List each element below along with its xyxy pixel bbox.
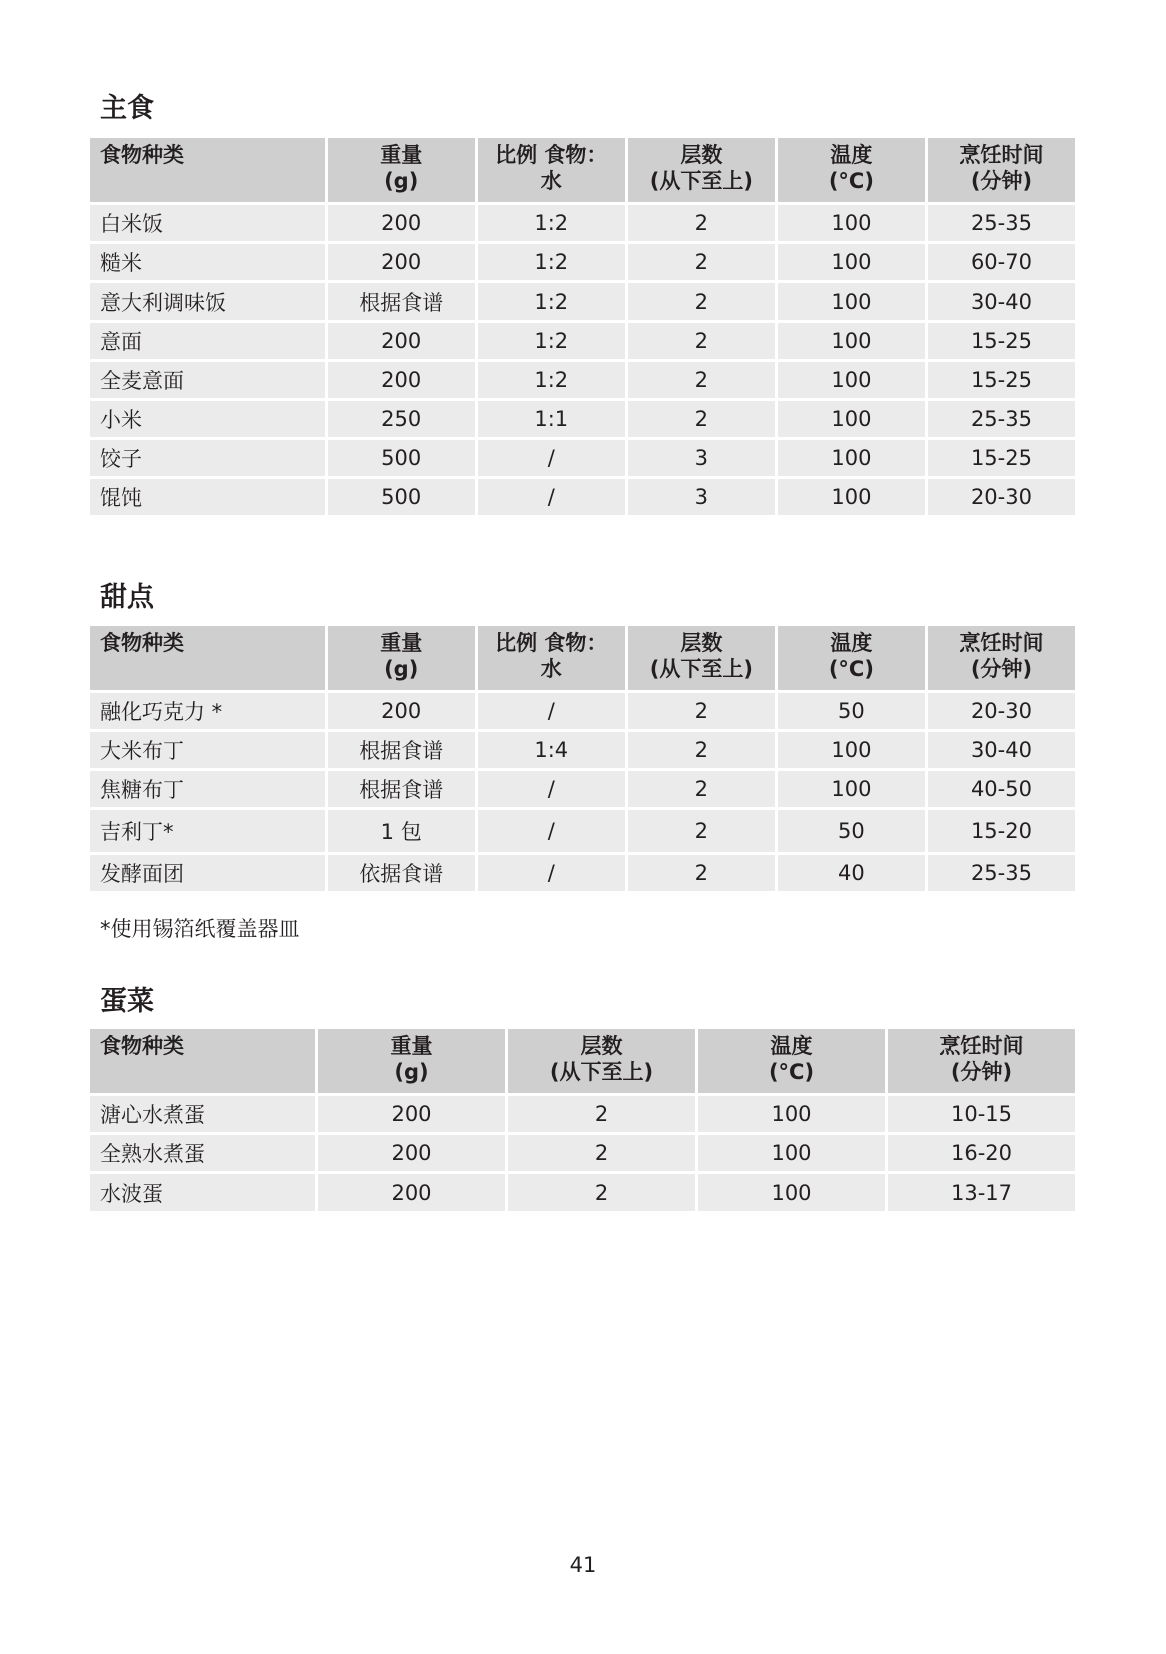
header-level: 层数 (从下至上) — [628, 626, 775, 690]
header-weight: 重量 (g) — [328, 138, 475, 202]
cell-food: 全麦意面 — [90, 362, 325, 398]
cell-weight: 250 — [328, 401, 475, 437]
table-dessert — [87, 623, 1078, 894]
cell-food: 融化巧克力 * — [90, 693, 325, 729]
cell-weight: 依据食谱 — [328, 855, 475, 891]
cell-level: 2 — [628, 855, 775, 891]
cell-level: 2 — [628, 732, 775, 768]
table-row — [90, 205, 1075, 241]
cell-ratio: / — [478, 855, 625, 891]
cell-food: 糙米 — [90, 244, 325, 280]
cell-temperature: 100 — [698, 1174, 885, 1211]
cell-temperature: 100 — [698, 1096, 885, 1132]
cell-level: 2 — [508, 1174, 695, 1211]
header-weight: 重量 (g) — [318, 1029, 505, 1093]
cell-ratio: 1:2 — [478, 323, 625, 359]
cell-level: 2 — [628, 693, 775, 729]
header-weight: 重量 (g) — [328, 626, 475, 690]
table-row — [90, 440, 1075, 476]
table-row — [90, 479, 1075, 515]
cell-time: 30-40 — [928, 732, 1075, 768]
header-level: 层数 (从下至上) — [508, 1029, 695, 1093]
table-row — [90, 283, 1075, 320]
cell-time: 60-70 — [928, 244, 1075, 280]
cell-food: 水波蛋 — [90, 1174, 315, 1211]
cell-temperature: 100 — [778, 401, 925, 437]
page-number: 41 — [569, 1553, 597, 1577]
cell-temperature: 100 — [778, 440, 925, 476]
cell-time: 15-20 — [928, 810, 1075, 852]
cell-weight: 根据食谱 — [328, 283, 475, 320]
section-title-dessert: 甜点 — [100, 582, 154, 613]
table-row — [90, 771, 1075, 807]
cell-weight: 200 — [328, 205, 475, 241]
header-food-type: 食物种类 — [90, 138, 325, 202]
footnote: *使用锡箔纸覆盖器皿 — [100, 917, 300, 941]
header-temperature: 温度 (°C) — [778, 626, 925, 690]
header-food-type: 食物种类 — [90, 1029, 315, 1093]
cell-food: 饺子 — [90, 440, 325, 476]
cell-food: 溏心水煮蛋 — [90, 1096, 315, 1132]
cell-weight: 200 — [328, 693, 475, 729]
cell-time: 15-25 — [928, 323, 1075, 359]
cell-temperature: 40 — [778, 855, 925, 891]
table-row — [90, 693, 1075, 729]
cell-food: 馄饨 — [90, 479, 325, 515]
cell-weight: 200 — [318, 1096, 505, 1132]
header-cooking-time: 烹饪时间 (分钟) — [928, 138, 1075, 202]
cell-temperature: 100 — [698, 1135, 885, 1171]
table-row — [90, 1096, 1075, 1132]
cell-level: 3 — [628, 479, 775, 515]
table-row — [90, 323, 1075, 359]
table-row — [90, 401, 1075, 437]
cell-level: 2 — [628, 810, 775, 852]
table-header-row — [90, 138, 1075, 202]
table-row — [90, 1135, 1075, 1171]
cell-level: 2 — [628, 323, 775, 359]
cell-time: 40-50 — [928, 771, 1075, 807]
cell-time: 25-35 — [928, 205, 1075, 241]
cell-food: 大米布丁 — [90, 732, 325, 768]
cell-ratio: / — [478, 440, 625, 476]
table-header-row — [90, 1029, 1075, 1093]
cell-temperature: 50 — [778, 810, 925, 852]
header-cooking-time: 烹饪时间 (分钟) — [888, 1029, 1075, 1093]
cell-ratio: 1:1 — [478, 401, 625, 437]
cell-weight: 根据食谱 — [328, 771, 475, 807]
table-row — [90, 732, 1075, 768]
cell-food: 白米饭 — [90, 205, 325, 241]
cell-time: 30-40 — [928, 283, 1075, 320]
cell-food: 焦糖布丁 — [90, 771, 325, 807]
cell-weight: 根据食谱 — [328, 732, 475, 768]
section-title-staple: 主食 — [100, 93, 154, 124]
cell-weight: 200 — [328, 323, 475, 359]
cell-temperature: 50 — [778, 693, 925, 729]
cell-weight: 200 — [318, 1174, 505, 1211]
cell-level: 2 — [628, 205, 775, 241]
cell-weight: 500 — [328, 479, 475, 515]
header-temperature: 温度 (°C) — [698, 1029, 885, 1093]
cell-temperature: 100 — [778, 362, 925, 398]
header-ratio: 比例 食物： 水 — [478, 626, 625, 690]
cell-temperature: 100 — [778, 205, 925, 241]
cell-level: 2 — [628, 771, 775, 807]
cell-ratio: / — [478, 479, 625, 515]
header-level: 层数 (从下至上) — [628, 138, 775, 202]
cell-ratio: / — [478, 771, 625, 807]
cell-weight: 500 — [328, 440, 475, 476]
cell-temperature: 100 — [778, 244, 925, 280]
cell-food: 意面 — [90, 323, 325, 359]
cell-time: 15-25 — [928, 440, 1075, 476]
cell-weight: 200 — [328, 244, 475, 280]
cell-temperature: 100 — [778, 732, 925, 768]
table-row — [90, 810, 1075, 852]
cell-weight: 200 — [328, 362, 475, 398]
cell-level: 2 — [628, 244, 775, 280]
cell-temperature: 100 — [778, 771, 925, 807]
cell-ratio: 1:4 — [478, 732, 625, 768]
cell-temperature: 100 — [778, 479, 925, 515]
cell-level: 2 — [508, 1096, 695, 1132]
header-ratio: 比例 食物： 水 — [478, 138, 625, 202]
cell-ratio: / — [478, 810, 625, 852]
table-eggs — [87, 1026, 1078, 1214]
table-row — [90, 1174, 1075, 1211]
cell-food: 发酵面团 — [90, 855, 325, 891]
cell-weight: 1 包 — [328, 810, 475, 852]
cell-ratio: 1:2 — [478, 244, 625, 280]
cell-time: 20-30 — [928, 693, 1075, 729]
cell-ratio: / — [478, 693, 625, 729]
cell-level: 2 — [508, 1135, 695, 1171]
header-food-type: 食物种类 — [90, 626, 325, 690]
cell-food: 意大利调味饭 — [90, 283, 325, 320]
cell-level: 2 — [628, 362, 775, 398]
header-temperature: 温度 (°C) — [778, 138, 925, 202]
cell-time: 25-35 — [928, 401, 1075, 437]
cell-level: 2 — [628, 401, 775, 437]
cell-food: 小米 — [90, 401, 325, 437]
table-row — [90, 855, 1075, 891]
table-row — [90, 362, 1075, 398]
cell-food: 全熟水煮蛋 — [90, 1135, 315, 1171]
cell-ratio: 1:2 — [478, 205, 625, 241]
table-row — [90, 244, 1075, 280]
cell-temperature: 100 — [778, 323, 925, 359]
cell-time: 25-35 — [928, 855, 1075, 891]
cell-time: 16-20 — [888, 1135, 1075, 1171]
cell-level: 3 — [628, 440, 775, 476]
cell-weight: 200 — [318, 1135, 505, 1171]
section-title-eggs: 蛋菜 — [100, 986, 154, 1017]
header-cooking-time: 烹饪时间 (分钟) — [928, 626, 1075, 690]
cell-time: 10-15 — [888, 1096, 1075, 1132]
table-staple — [87, 135, 1078, 518]
cell-temperature: 100 — [778, 283, 925, 320]
cell-time: 13-17 — [888, 1174, 1075, 1211]
cell-time: 15-25 — [928, 362, 1075, 398]
cell-ratio: 1:2 — [478, 362, 625, 398]
cell-ratio: 1:2 — [478, 283, 625, 320]
cell-level: 2 — [628, 283, 775, 320]
cell-food: 吉利丁* — [90, 810, 325, 852]
cell-time: 20-30 — [928, 479, 1075, 515]
table-header-row — [90, 626, 1075, 690]
